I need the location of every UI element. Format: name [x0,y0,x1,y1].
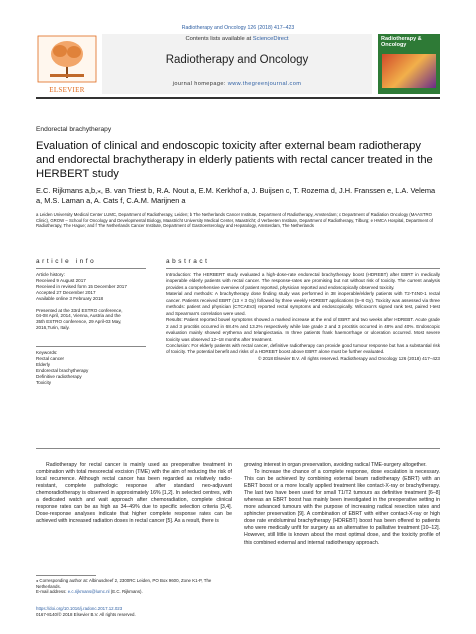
history-online: Available online 3 February 2018 [36,295,104,301]
journal-citation[interactable]: Radiotherapy and Oncology 126 (2018) 417–423 [181,25,295,31]
abstract-introduction: Introduction: The HERBERT study evaluated a high-dose-rate endorectal brachytherapy boost (HDREBT) after EBRT in medically inoperable elderly patients with rectal cancer. The response-rates are promising but not without risk of toxicity. The current analysis provides a comprehensive overview of patient reported, physician reported and endoscopically observed toxicity. [166,272,440,290]
journal-header [36,34,440,94]
email-line [36,589,232,595]
doi-link[interactable]: https://doi.org/10.1016/j.radonc.2017.12.023 [36,606,123,611]
abstract-methods: Material and methods: A brachytherapy dose finding study was performed in 38 inoperable/elderly patients with T2-T4N0-1 rectal cancer. Patients received EBRT (13 × 3 Gy) followed by three weekly HDREBT applications (5–8 Gy). Toxicity was assessed via three methods: patient and physician (CTCAEv3) reported rectal symptoms and endoscopically. Wilcoxon's signed rank test, paired t-test and Spearman's correlation were used. [166,291,440,316]
affiliations: a Leiden University Medical Center LUMC, Department of Radiotherapy, Leiden; b The Netherlands Cancer Institute, Department of Radiotherapy, Amsterdam; c Department of Radiation Oncology (MAASTRO Clinic), GROW – School for Oncology and Developmental Biology, Maastricht University Medical Center, Maastricht; d Verbeeten Institute, Department of Radiotherapy, Tilburg; e HMCA Hospital, Department of Radiotherapy, The Hague; and f The Netherlands Cancer Institute, Department of Gastroenterology and Hepatology, Amsterdam, The Netherlands [36,212,433,229]
abstract-conclusion: Conclusion: For elderly patients with rectal cancer, definitive radiotherapy can provide good tumour response but has a substantial risk of toxicity. The potential benefit and risks of a HDREBT boost above EBRT alone must be further evaluated. [166,342,440,355]
history-accepted: Accepted 27 December 2017 [36,289,96,295]
footnote-rule [36,575,96,576]
keyword[interactable]: Rectal cancer [36,355,65,361]
keyword[interactable]: Endorectal brachytherapy [36,367,89,373]
keyword[interactable]: Definitive radiotherapy [36,373,82,379]
abstract-bottom-rule [36,448,440,449]
presented-line-3: 35th ESTRO conference, 29 April-03 May, [36,319,122,325]
article-section: Endorectal brachytherapy [36,126,112,133]
history-label: Article history: [36,272,65,277]
article-title: Evaluation of clinical and endoscopic toxicity after external beam radiotherapy and endorectal brachytherapy in elderly patients with rectal cancer treated in the HERBERT study [36,140,433,180]
email-suffix: (E.C. Rijkmans). [109,589,143,595]
presented-line-1: Presented at the 33rd ESTRO conference, [36,307,123,313]
history-received: Received 9 August 2017 [36,277,86,283]
article-info-heading: article info [36,258,97,265]
publisher-logo[interactable] [36,34,98,94]
email-link[interactable]: e.c.rijkmans@lumc.nl [67,589,110,595]
homepage-link[interactable]: www.thegreenjournal.com [227,81,302,87]
author-list[interactable]: E.C. Rijkmans a,b,⁎, B. van Triest b, R.A. Nout a, E.M. Kerkhof a, J. Buijsen c, T. Rozema d, J.H. Franssen e, L.A. Velema a, M.S. Laman a, A. Cats f, C.A.M. Marijnen a [36,186,436,205]
keyword[interactable]: Toxicity [36,379,52,385]
abstract-heading: abstract [166,258,210,265]
keywords-label: Keywords: [36,350,58,355]
issn-line: 0167-8140/© 2018 Elsevier B.V. All rights reserved. [36,611,136,617]
body-paragraph: To increase the chance of a complete response, dose escalation is necessary. This can be achieved by combining external beam radiotherapy (EBRT) with an EBRT boost or a more locally applied treatment like contact-X-ray or brachytherapy. The last two have been used for small T1/T2 tumours as definitive treatment [6–8] whereas an EBRT boost has mainly been investigated in the preoperative setting in more advanced tumours with the purpose of increasing radical resection rates and sphincter preservation [9]. A combination of EBRT with either contact-X-ray or high dose rate endoluminal brachytherapy (HDREBT) boost has been offered to patients who were medically unfit for surgery as an alternative to palliative treatment [10–12]. However, still little is known about the most optimal dose, and the toxicity profile of this combined external and internal radiotherapy approach. [244,469,440,546]
body-left-column [36,462,232,525]
abstract-rule [166,268,440,269]
abstract-copyright: © 2018 Elsevier B.V. All rights reserved. Radiotherapy and Oncology 126 (2018) 417–423 [258,355,440,361]
abstract-body [166,272,440,362]
doi-block [36,606,336,617]
sciencedirect-link[interactable]: ScienceDirect [252,36,289,42]
article-info-rule [36,268,146,269]
keyword[interactable]: Elderly [36,361,51,367]
abstract-results: Results: Patient reported bowel symptoms showed a marked increase at the end of EBRT and two weeks after HDREBT. Acute grade 2 and 3 proctitis occurred in 68.4% and 13.2% respectively while late grade 2 and 3 proctitis occurred in 48% and 40%. Endoscopic evaluation mainly showed erythema and telangiectasia. In three patients frank haemorrhage or ulceration occurred. Most severe toxicity was observed 12–18 months after treatment. [166,317,440,342]
publisher-logo-text: ELSEVIER [49,86,85,94]
cover-image [382,54,436,88]
corresponding-author-note: ⁎ Corresponding author at: Albinusdreef 2, 2300RC Leiden, PO Box 9600, Zone K1-P, The Netherlands. [36,578,212,589]
journal-homepage [102,81,372,87]
presented-line-4: 2016,Turin, Italy. [36,325,70,331]
keywords-block [36,350,148,385]
body-right-column [244,462,440,547]
presented-line-2: 04-08 April, 2014, Vienna, Austria and the [36,313,121,319]
journal-cover-thumbnail[interactable] [378,34,440,94]
header-rule [36,97,440,99]
cover-title: Radiotherapy & Oncology [381,36,422,48]
email-prefix: E-mail address: [36,589,68,595]
homepage-prefix: journal homepage: [172,81,228,87]
keywords-rule [36,346,146,347]
footnotes [36,578,232,595]
tree-logo-icon [36,34,98,84]
article-history [36,272,148,331]
contents-prefix: Contents lists available at [185,36,253,42]
contents-line [102,36,372,42]
journal-banner [102,34,372,94]
body-paragraph: growing interest in organ preservation, avoiding radical TME-surgery altogether. [244,462,427,468]
body-paragraph: Radiotherapy for rectal cancer is mainly used as preoperative treatment in combination with total mesorectal excision (TME) with the aim of reducing the risk of local recurrence. Although rectal cancer has been regarded as relatively radio-resistant, complete pathologic response after standard neo-adjuvant chemoradiotherapy is observed in approximately 16% [1,2]. In selected centres, with a dedicated watch and wait approach after chemoradiation, complete clinical response rates can be as high as 34–49% due to specific selection criteria [3,4]. Dose-response analyses indicate that higher complete response rates can be achieved with increased radiation doses in rectal cancer [5]. As a result, there is [36,462,232,525]
history-revised: Received in revised form 15 December 2017 [36,283,127,289]
journal-title: Radiotherapy and Oncology [165,54,309,66]
